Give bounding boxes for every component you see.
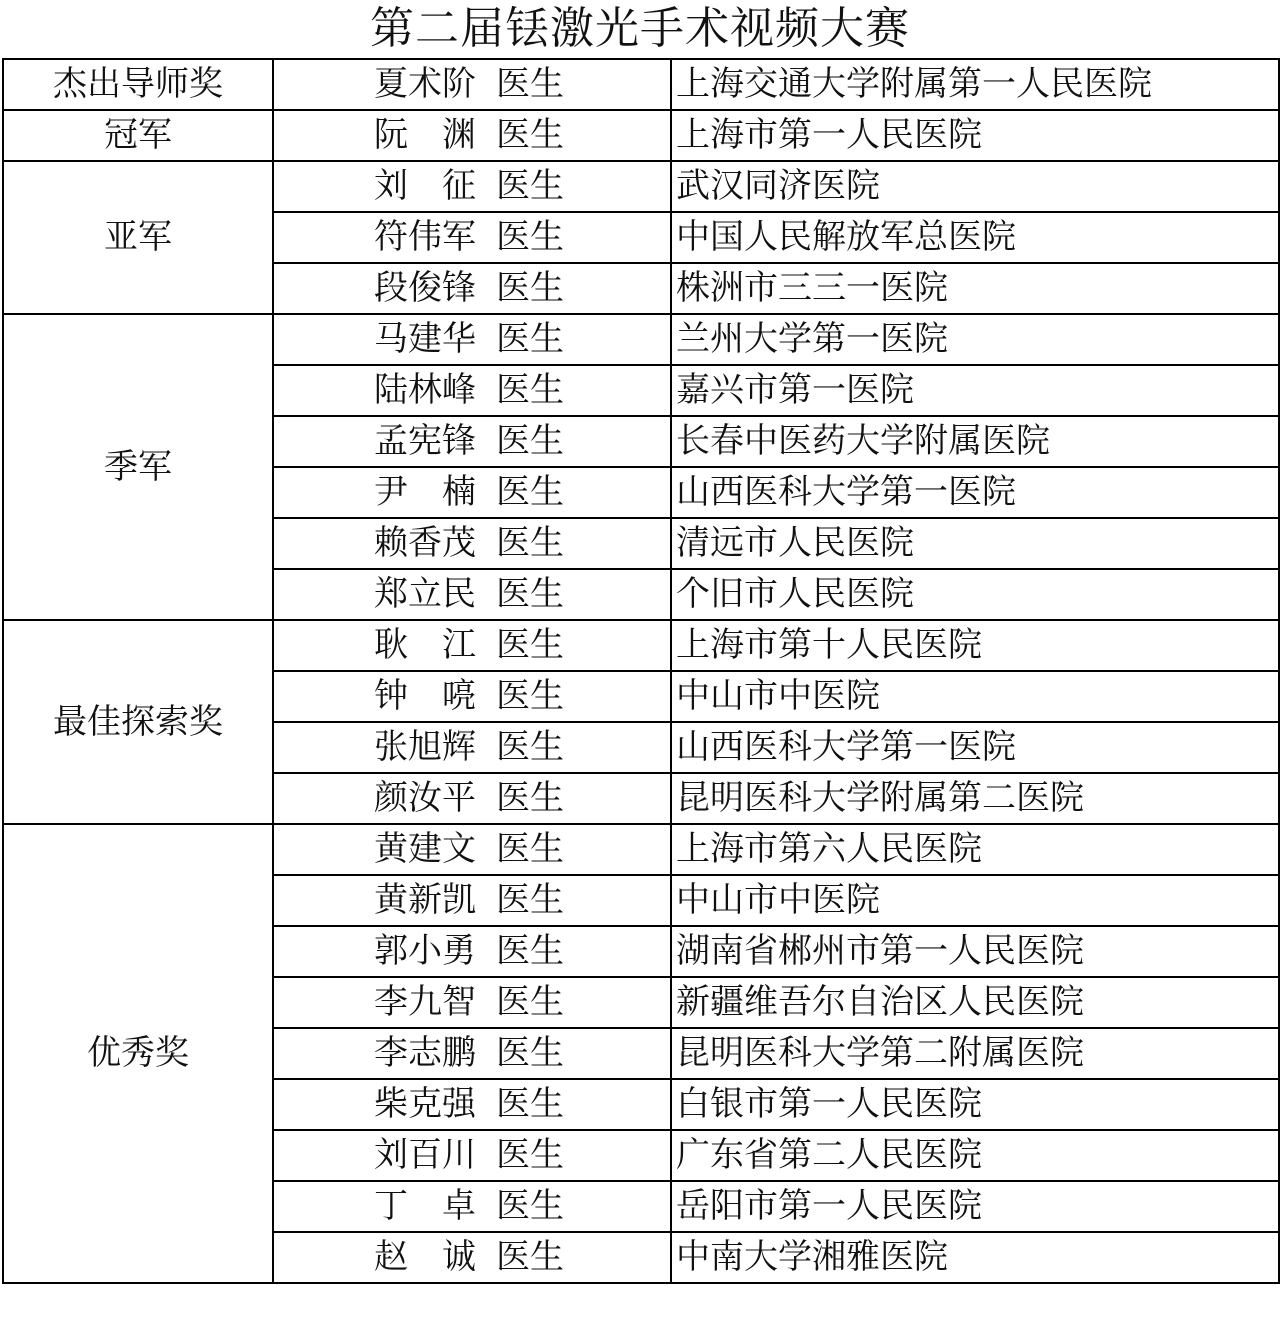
doctor-name: 段俊锋: [374, 268, 476, 308]
hospital-name: 株洲市三三一医院: [671, 263, 1279, 314]
doctor-cell: [273, 1232, 671, 1283]
doctor-cell: [273, 824, 671, 875]
table-row: [3, 161, 1279, 212]
hospital-name: 上海市第六人民医院: [671, 824, 1279, 875]
award-category: 亚军: [3, 161, 273, 314]
hospital-name: 山西医科大学第一医院: [671, 722, 1279, 773]
doctor-name: 李九智: [374, 982, 476, 1022]
doctor-name: 黄新凯: [374, 880, 476, 920]
doctor-name: 刘 征: [374, 166, 476, 206]
hospital-name: 武汉同济医院: [671, 161, 1279, 212]
doctor-name: 钟 喨: [374, 676, 476, 716]
doctor-cell: [273, 1130, 671, 1181]
award-category: 优秀奖: [3, 824, 273, 1283]
doctor-cell: [273, 416, 671, 467]
doctor-cell: [273, 161, 671, 212]
award-category: 最佳探索奖: [3, 620, 273, 824]
doctor-title: 医生: [496, 64, 564, 104]
awards-table-body: [3, 59, 1279, 1283]
hospital-name: 广东省第二人民医院: [671, 1130, 1279, 1181]
doctor-title: 医生: [496, 676, 564, 716]
doctor-title: 医生: [496, 217, 564, 257]
doctor-name: 刘百川: [374, 1135, 476, 1175]
doctor-name: 陆林峰: [374, 370, 476, 410]
hospital-name: 中山市中医院: [671, 671, 1279, 722]
doctor-cell: [273, 212, 671, 263]
hospital-name: 岳阳市第一人民医院: [671, 1181, 1279, 1232]
hospital-name: 昆明医科大学附属第二医院: [671, 773, 1279, 824]
doctor-cell: [273, 59, 671, 110]
hospital-name: 山西医科大学第一医院: [671, 467, 1279, 518]
doctor-cell: [273, 518, 671, 569]
doctor-cell: [273, 110, 671, 161]
doctor-cell: [273, 569, 671, 620]
hospital-name: 上海市第一人民医院: [671, 110, 1279, 161]
doctor-title: 医生: [496, 1084, 564, 1124]
table-row: [3, 824, 1279, 875]
doctor-title: 医生: [496, 982, 564, 1022]
doctor-name: 李志鹏: [374, 1033, 476, 1073]
doctor-title: 医生: [496, 1237, 564, 1277]
doctor-title: 医生: [496, 625, 564, 665]
doctor-name: 丁 卓: [374, 1186, 476, 1226]
doctor-title: 医生: [496, 115, 564, 155]
doctor-name: 张旭辉: [374, 727, 476, 767]
table-row: [3, 620, 1279, 671]
doctor-name: 阮 渊: [374, 115, 476, 155]
hospital-name: 个旧市人民医院: [671, 569, 1279, 620]
doctor-title: 医生: [496, 1135, 564, 1175]
doctor-name: 柴克强: [374, 1084, 476, 1124]
doctor-title: 医生: [496, 829, 564, 869]
doctor-name: 赖香茂: [374, 523, 476, 563]
doctor-title: 医生: [496, 319, 564, 359]
doctor-cell: [273, 1028, 671, 1079]
doctor-cell: [273, 773, 671, 824]
hospital-name: 湖南省郴州市第一人民医院: [671, 926, 1279, 977]
page-title: 第二届铥激光手术视频大赛: [370, 3, 910, 54]
doctor-title: 医生: [496, 727, 564, 767]
hospital-name: 中山市中医院: [671, 875, 1279, 926]
doctor-name: 符伟军: [374, 217, 476, 257]
hospital-name: 中国人民解放军总医院: [671, 212, 1279, 263]
doctor-name: 郭小勇: [374, 931, 476, 971]
doctor-cell: [273, 875, 671, 926]
hospital-name: 兰州大学第一医院: [671, 314, 1279, 365]
doctor-title: 医生: [496, 1033, 564, 1073]
doctor-cell: [273, 722, 671, 773]
doctor-name: 尹 楠: [374, 472, 476, 512]
hospital-name: 中南大学湘雅医院: [671, 1232, 1279, 1283]
doctor-title: 医生: [496, 1186, 564, 1226]
doctor-title: 医生: [496, 931, 564, 971]
doctor-name: 赵 诚: [374, 1237, 476, 1277]
hospital-name: 白银市第一人民医院: [671, 1079, 1279, 1130]
doctor-name: 孟宪锋: [374, 421, 476, 461]
doctor-title: 医生: [496, 472, 564, 512]
award-category: 冠军: [3, 110, 273, 161]
hospital-name: 嘉兴市第一医院: [671, 365, 1279, 416]
doctor-cell: [273, 1079, 671, 1130]
doctor-cell: [273, 314, 671, 365]
doctor-title: 医生: [496, 166, 564, 206]
hospital-name: 清远市人民医院: [671, 518, 1279, 569]
doctor-title: 医生: [496, 268, 564, 308]
doctor-name: 夏术阶: [374, 64, 476, 104]
table-row: [3, 110, 1279, 161]
hospital-name: 昆明医科大学第二附属医院: [671, 1028, 1279, 1079]
doctor-cell: [273, 671, 671, 722]
doctor-title: 医生: [496, 574, 564, 614]
doctor-cell: [273, 263, 671, 314]
awards-table: [2, 58, 1280, 1284]
hospital-name: 上海交通大学附属第一人民医院: [671, 59, 1279, 110]
doctor-title: 医生: [496, 880, 564, 920]
doctor-name: 耿 江: [374, 625, 476, 665]
table-row: [3, 59, 1279, 110]
doctor-cell: [273, 977, 671, 1028]
doctor-name: 马建华: [374, 319, 476, 359]
doctor-cell: [273, 1181, 671, 1232]
hospital-name: 上海市第十人民医院: [671, 620, 1279, 671]
doctor-title: 医生: [496, 778, 564, 818]
doctor-name: 郑立民: [374, 574, 476, 614]
award-category: 季军: [3, 314, 273, 620]
doctor-cell: [273, 620, 671, 671]
award-category: 杰出导师奖: [3, 59, 273, 110]
hospital-name: 新疆维吾尔自治区人民医院: [671, 977, 1279, 1028]
doctor-cell: [273, 467, 671, 518]
table-row: [3, 314, 1279, 365]
doctor-name: 颜汝平: [374, 778, 476, 818]
doctor-title: 医生: [496, 523, 564, 563]
doctor-name: 黄建文: [374, 829, 476, 869]
hospital-name: 长春中医药大学附属医院: [671, 416, 1279, 467]
doctor-title: 医生: [496, 421, 564, 461]
doctor-cell: [273, 365, 671, 416]
doctor-title: 医生: [496, 370, 564, 410]
doctor-cell: [273, 926, 671, 977]
